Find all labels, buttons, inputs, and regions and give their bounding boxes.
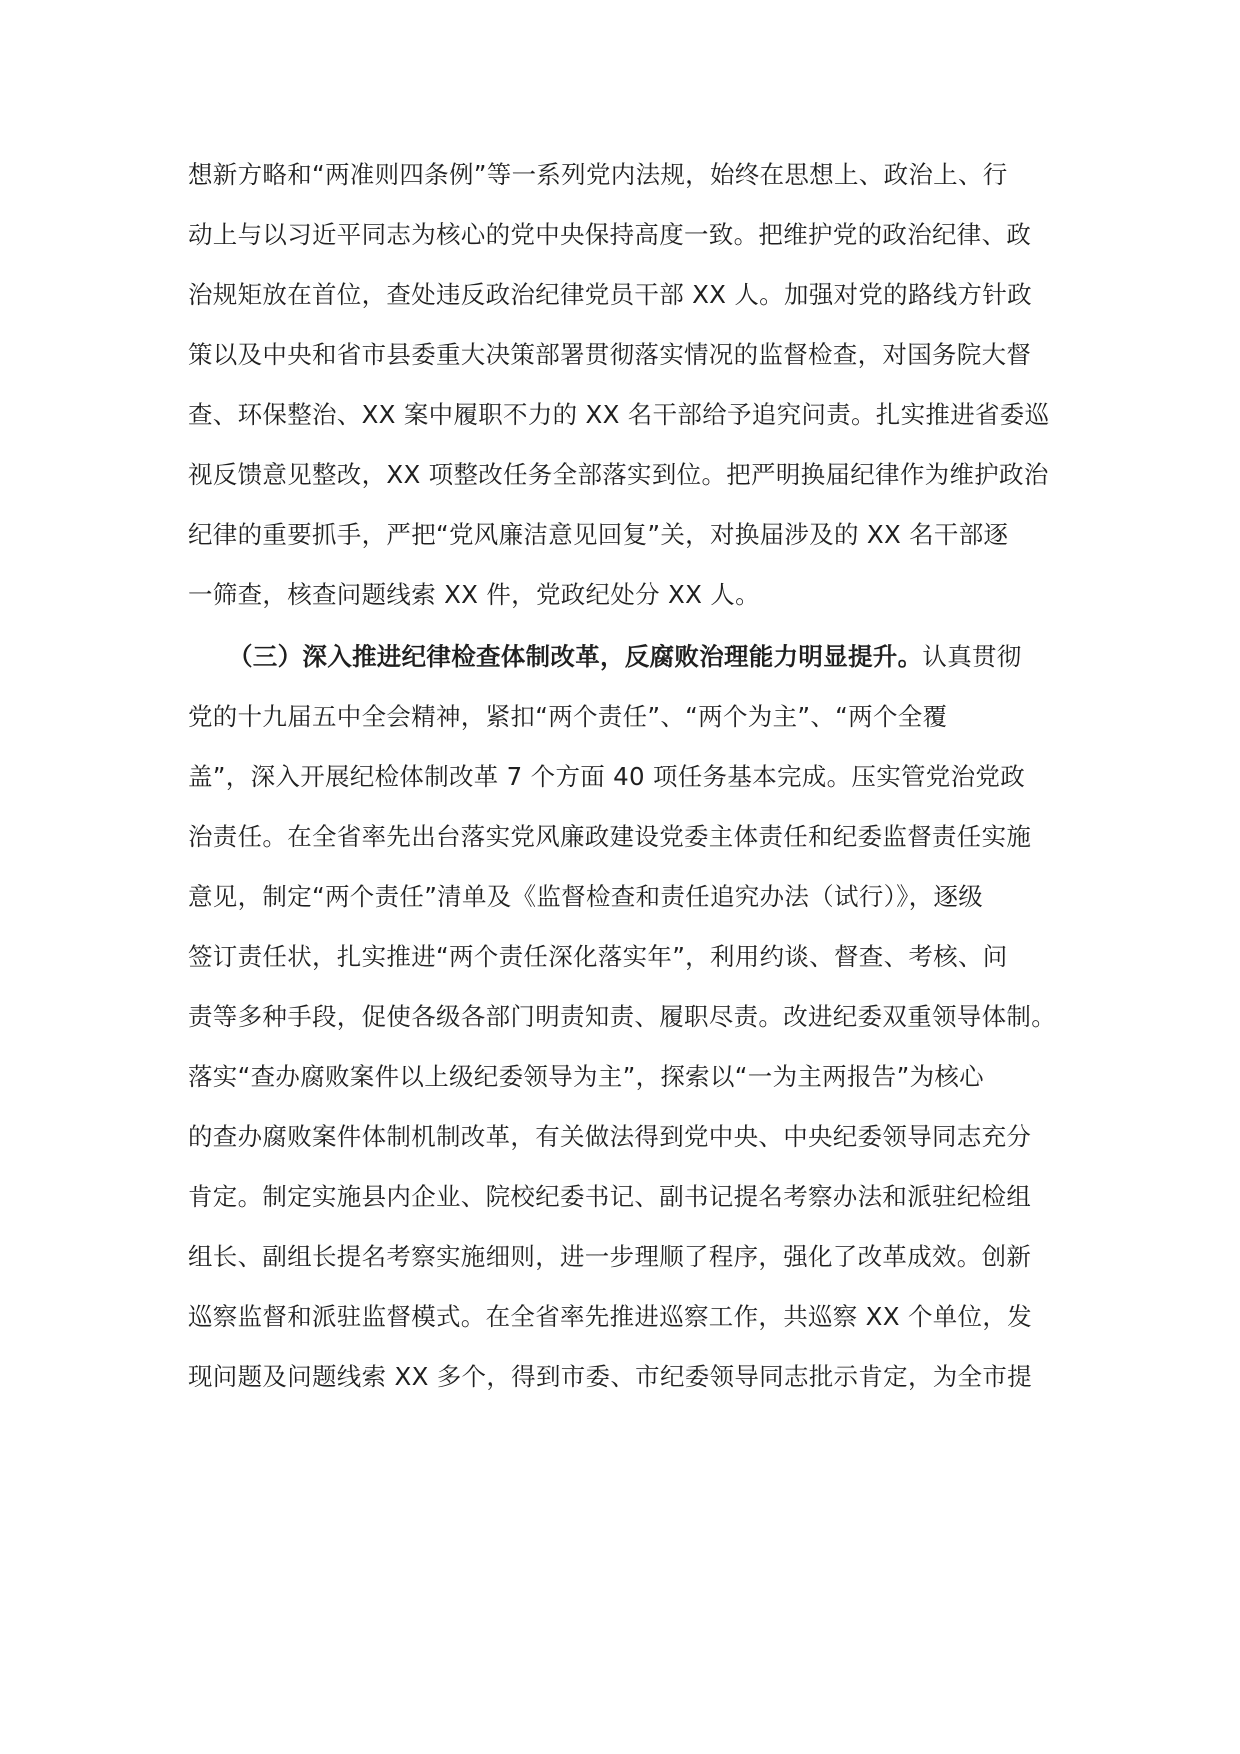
text-line: 一筛查，核查问题线索 XX 件，党政纪处分 XX 人。 (188, 580, 760, 609)
text-line: 落实“查办腐败案件以上级纪委领导为主”，探索以“一为主两报告”为核心 (188, 1062, 984, 1091)
paragraph-first-line (228, 640, 1022, 674)
text-line: 治责任。在全省率先出台落实党风廉政建设党委主体责任和纪委监督责任实施 (188, 822, 1032, 851)
text-line: 纪律的重要抓手，严把“党风廉洁意见回复”关，对换届涉及的 XX 名干部逐 (188, 520, 1009, 549)
text-line: 的查办腐败案件体制机制改革，有关做法得到党中央、中央纪委领导同志充分 (188, 1122, 1032, 1151)
text-line: 党的十九届五中全会精神，紧扣“两个责任”、“两个为主”、“两个全覆 (188, 702, 948, 731)
text-line: 肯定。制定实施县内企业、院校纪委书记、副书记提名考察办法和派驻纪检组 (188, 1182, 1032, 1211)
text-line: 动上与以习近平同志为核心的党中央保持高度一致。把维护党的政治纪律、政 (188, 220, 1032, 249)
text-line: 治规矩放在首位，查处违反政治纪律党员干部 XX 人。加强对党的路线方针政 (188, 280, 1032, 309)
text-line: 巡察监督和派驻监督模式。在全省率先推进巡察工作，共巡察 XX 个单位，发 (188, 1302, 1032, 1331)
text-line: 组长、副组长提名考察实施细则，进一步理顺了程序，强化了改革成效。创新 (188, 1242, 1032, 1271)
text-line: 现问题及问题线索 XX 多个，得到市委、市纪委领导同志批示肯定，为全市提 (188, 1362, 1032, 1391)
text-line: 策以及中央和省市县委重大决策部署贯彻落实情况的监督检查，对国务院大督 (188, 340, 1032, 369)
text-line: 查、环保整治、XX 案中履职不力的 XX 名干部给予追究问责。扎实推进省委巡 (188, 400, 1050, 429)
text-line: 责等多种手段，促使各级各部门明责知责、履职尽责。改进纪委双重领导体制。 (188, 1002, 1056, 1031)
text-line: 想新方略和“两准则四条例”等一系列党内法规，始终在思想上、政治上、行 (188, 160, 1008, 189)
text-line: 盖”，深入开展纪检体制改革 7 个方面 40 项任务基本完成。压实管党治党政 (188, 762, 1026, 791)
text-line: 意见，制定“两个责任”清单及《监督检查和责任追究办法（试行）》，逐级 (188, 882, 984, 911)
section-heading: （三）深入推进纪律检查体制改革，反腐败治理能力明显提升。 (228, 642, 923, 671)
text-line: 视反馈意见整改，XX 项整改任务全部落实到位。把严明换届纪律作为维护政治 (188, 460, 1049, 489)
heading-continuation: 认真贯彻 (922, 642, 1022, 671)
text-line: 签订责任状，扎实推进“两个责任深化落实年”，利用约谈、督查、考核、问 (188, 942, 1008, 971)
